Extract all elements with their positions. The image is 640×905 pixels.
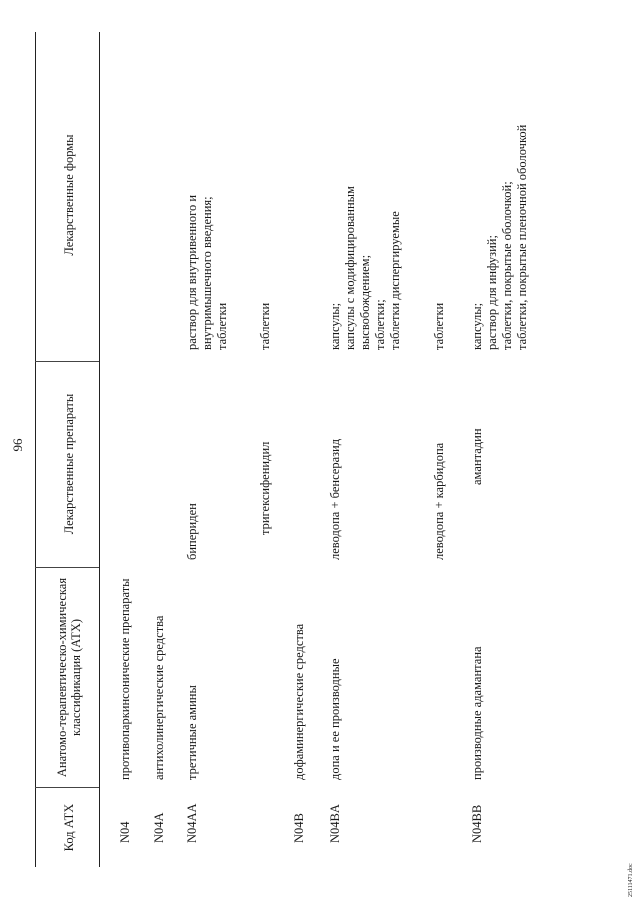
row-1-classification: противопаркинсонические препараты [118,578,132,780]
footer-document-id: 25111471.doc [628,863,634,897]
row-2-code: N04A [152,812,166,843]
row-3-classification: третичные амины [185,685,199,780]
row-6-code: N04BA [328,804,342,843]
row-3-forms [185,195,230,350]
page-number: 96 [10,438,25,452]
row-4-form-line: таблетки [258,302,272,350]
row-8-form-line: таблетки, покрытые пленочной оболочкой [515,124,529,350]
row-8-form-line: капсулы; [470,302,484,350]
row-2-classification: антихолинергические средства [152,615,166,780]
row-4-forms [258,303,273,350]
row-6-forms [328,186,403,350]
row-8-preparation: амантадин [470,428,484,485]
row-8-code: N04BB [470,804,484,843]
row-3-preparation: бипериден [185,503,199,560]
row-6-classification: допа и ее производные [328,658,342,780]
row-3-form-line: раствор для внутривенного и [185,194,199,350]
row-8-forms [470,125,530,350]
row-3-code: N04AA [185,803,199,843]
header-bottom-rule [99,32,100,867]
row-5-code: N04B [292,813,306,843]
row-6-form-line: таблетки; [373,299,387,350]
row-7-preparation: леводопа + карбидопа [432,442,446,560]
row-5-classification: дофаминергические средства [292,623,306,780]
row-8-classification: производные адамантана [470,646,484,780]
row-8-form-line: раствор для инфузий; [485,235,499,350]
row-1-code: N04 [118,821,132,843]
row-6-form-line: высвобождением; [358,254,372,350]
header-code: Код АТХ [62,803,76,852]
row-6-preparation: леводопа + бенсеразид [328,438,342,560]
column-divider-2 [35,567,99,568]
row-6-form-line: таблетки диспергируемые [388,211,402,350]
table-top-rule [35,32,36,867]
row-7-forms [432,303,447,350]
row-4-preparation: тригексифенидил [258,441,272,535]
header-preparations: Лекарственные препараты [62,393,76,535]
row-3-form-line: таблетки [215,302,229,350]
column-divider-1 [35,787,99,788]
row-7-form-line: таблетки [432,302,446,350]
row-8-form-line: таблетки, покрытые оболочкой; [500,181,514,350]
row-6-form-line: капсулы; [328,302,342,350]
column-divider-3 [35,361,99,362]
header-forms: Лекарственные формы [62,134,76,256]
row-6-form-line: капсулы с модифицированным [343,186,357,350]
header-classification: Анатомо-терапевтическо-химическая классификация (АТХ) [55,577,83,778]
row-3-form-line: внутримышечного введения; [200,196,214,350]
